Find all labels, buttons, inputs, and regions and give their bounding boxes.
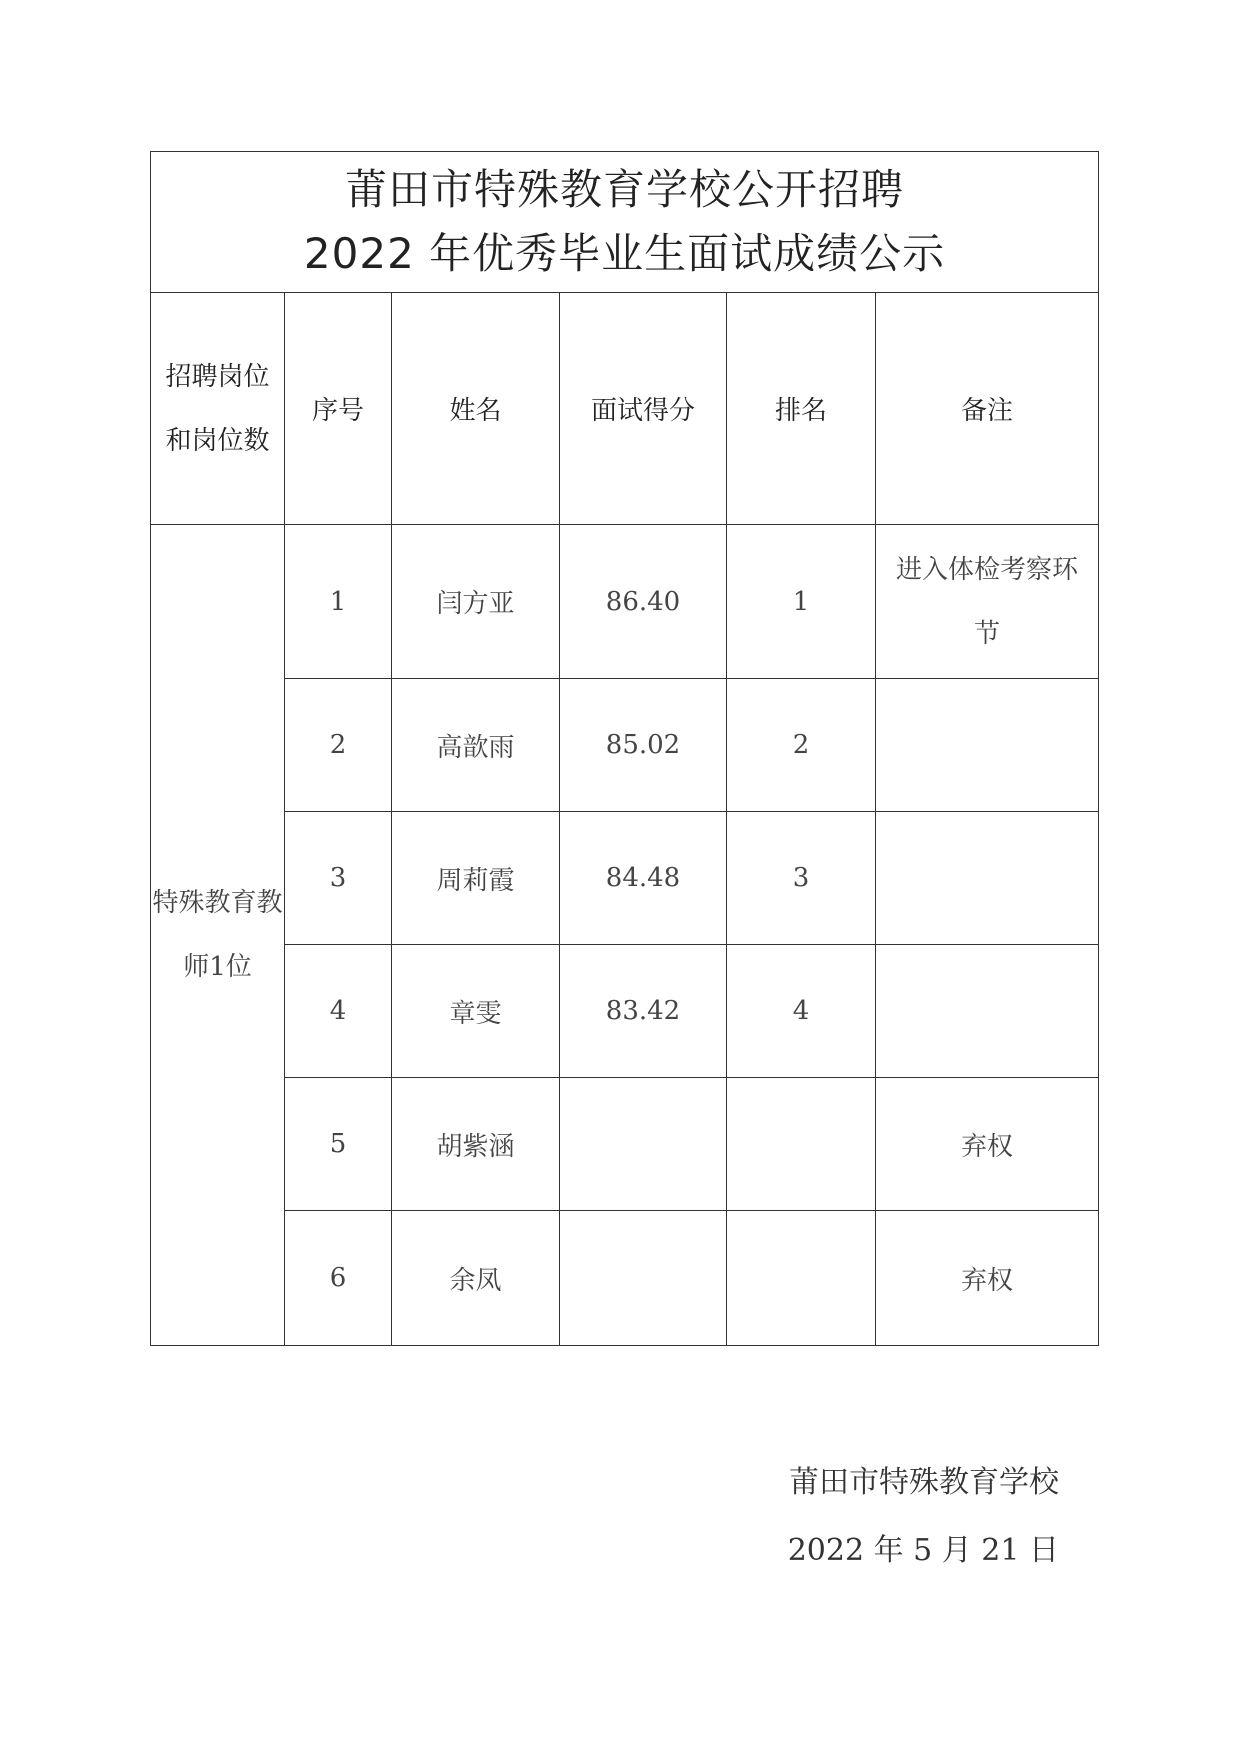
signature-date: 2022 年 5 月 21 日 [787,1533,1059,1568]
results-table [150,151,1099,1346]
position-cell: 特殊教育教师1位 [151,525,285,1346]
cell-name: 高歆雨 [392,679,560,812]
header-rank: 排名 [727,293,876,525]
title-line-1: 莆田市特殊教育学校公开招聘 [345,165,905,214]
header-score: 面试得分 [560,293,727,525]
cell-index: 1 [285,525,392,679]
cell-name: 章雯 [392,945,560,1078]
note-text: 进入体检考察环节 [896,554,1079,649]
cell-name: 余凤 [392,1211,560,1346]
table-title [151,152,1099,293]
table-row [151,1078,1099,1211]
cell-index: 5 [285,1078,392,1211]
cell-score: 86.40 [560,525,727,679]
table-row [151,525,1099,679]
cell-note [876,812,1099,945]
cell-index: 3 [285,812,392,945]
cell-name: 闫方亚 [392,525,560,679]
signature-org: 莆田市特殊教育学校 [789,1465,1059,1500]
cell-note [876,679,1099,812]
cell-rank: 1 [727,525,876,679]
table-row [151,1211,1099,1346]
cell-index: 4 [285,945,392,1078]
cell-score: 83.42 [560,945,727,1078]
cell-index: 2 [285,679,392,812]
cell-rank: 2 [727,679,876,812]
cell-rank: 4 [727,945,876,1078]
cell-note: 弃权 [876,1211,1099,1346]
cell-score: 84.48 [560,812,727,945]
cell-score [560,1078,727,1211]
cell-note [876,525,1099,679]
cell-name: 周莉霞 [392,812,560,945]
header-row [151,293,1099,525]
cell-note [876,945,1099,1078]
cell-name: 胡紫涵 [392,1078,560,1211]
table-row [151,945,1099,1078]
header-position [151,293,285,525]
header-position-label: 招聘岗位和岗位数 [165,361,270,456]
table-row [151,679,1099,812]
cell-index: 6 [285,1211,392,1346]
cell-rank [727,1078,876,1211]
header-name: 姓名 [392,293,560,525]
cell-rank [727,1211,876,1346]
header-note: 备注 [876,293,1099,525]
cell-rank: 3 [727,812,876,945]
cell-note: 弃权 [876,1078,1099,1211]
title-line-2: 2022 年优秀毕业生面试成绩公示 [303,229,946,278]
cell-score: 85.02 [560,679,727,812]
table-row [151,812,1099,945]
cell-score [560,1211,727,1346]
header-index: 序号 [285,293,392,525]
